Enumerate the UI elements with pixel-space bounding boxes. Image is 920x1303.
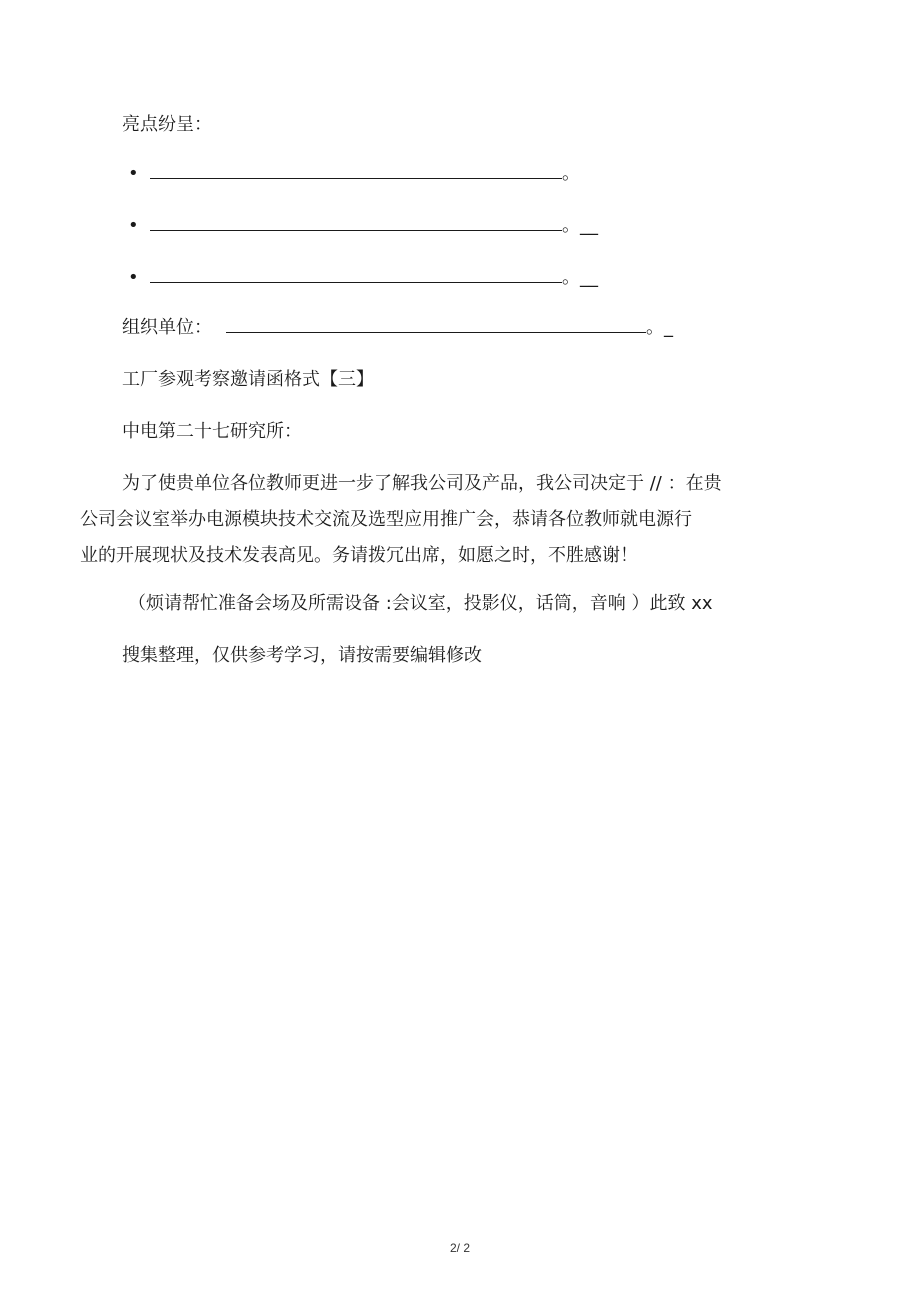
line-trail: __ (580, 267, 598, 288)
bullet-icon: • (128, 267, 139, 288)
page-number: 2/ 2 (449, 1241, 470, 1255)
line-end: 。 (562, 215, 580, 236)
body-line: 为了使贵单位各位教师更进一步了解我公司及产品，我公司决定于 // ：在贵 (122, 473, 722, 494)
blank-line (150, 162, 580, 186)
organizer-trail: _ (664, 317, 673, 338)
blank-line (150, 266, 598, 290)
body-line: 业的开展现状及技术发表高见。务请拨冗出席，如愿之时，不胜感谢！ (80, 545, 638, 566)
highlights-heading: 亮点纷呈： (122, 114, 212, 135)
line-end: 。 (562, 163, 580, 184)
blank-line (150, 214, 598, 238)
equipment-note: （烦请帮忙准备会场及所需设备 :会议室，投影仪，话筒，音响 ）此致 xx (128, 593, 713, 614)
line-end: 。 (562, 267, 580, 288)
organizer-line (122, 316, 673, 340)
bullet-icon: • (128, 215, 139, 236)
organizer-end: 。 (646, 317, 664, 338)
body-line: 公司会议室举办电源模块技术交流及选型应用推广会，恭请各位教师就电源行 (80, 509, 692, 530)
disclaimer: 搜集整理，仅供参考学习，请按需要编辑修改 (122, 645, 482, 666)
recipient: 中电第二十七研究所： (122, 421, 302, 442)
organizer-label: 组织单位： (122, 317, 212, 338)
section-title: 工厂参观考察邀请函格式【三】 (122, 369, 374, 390)
line-trail: __ (580, 215, 598, 236)
bullet-icon: • (128, 163, 139, 184)
